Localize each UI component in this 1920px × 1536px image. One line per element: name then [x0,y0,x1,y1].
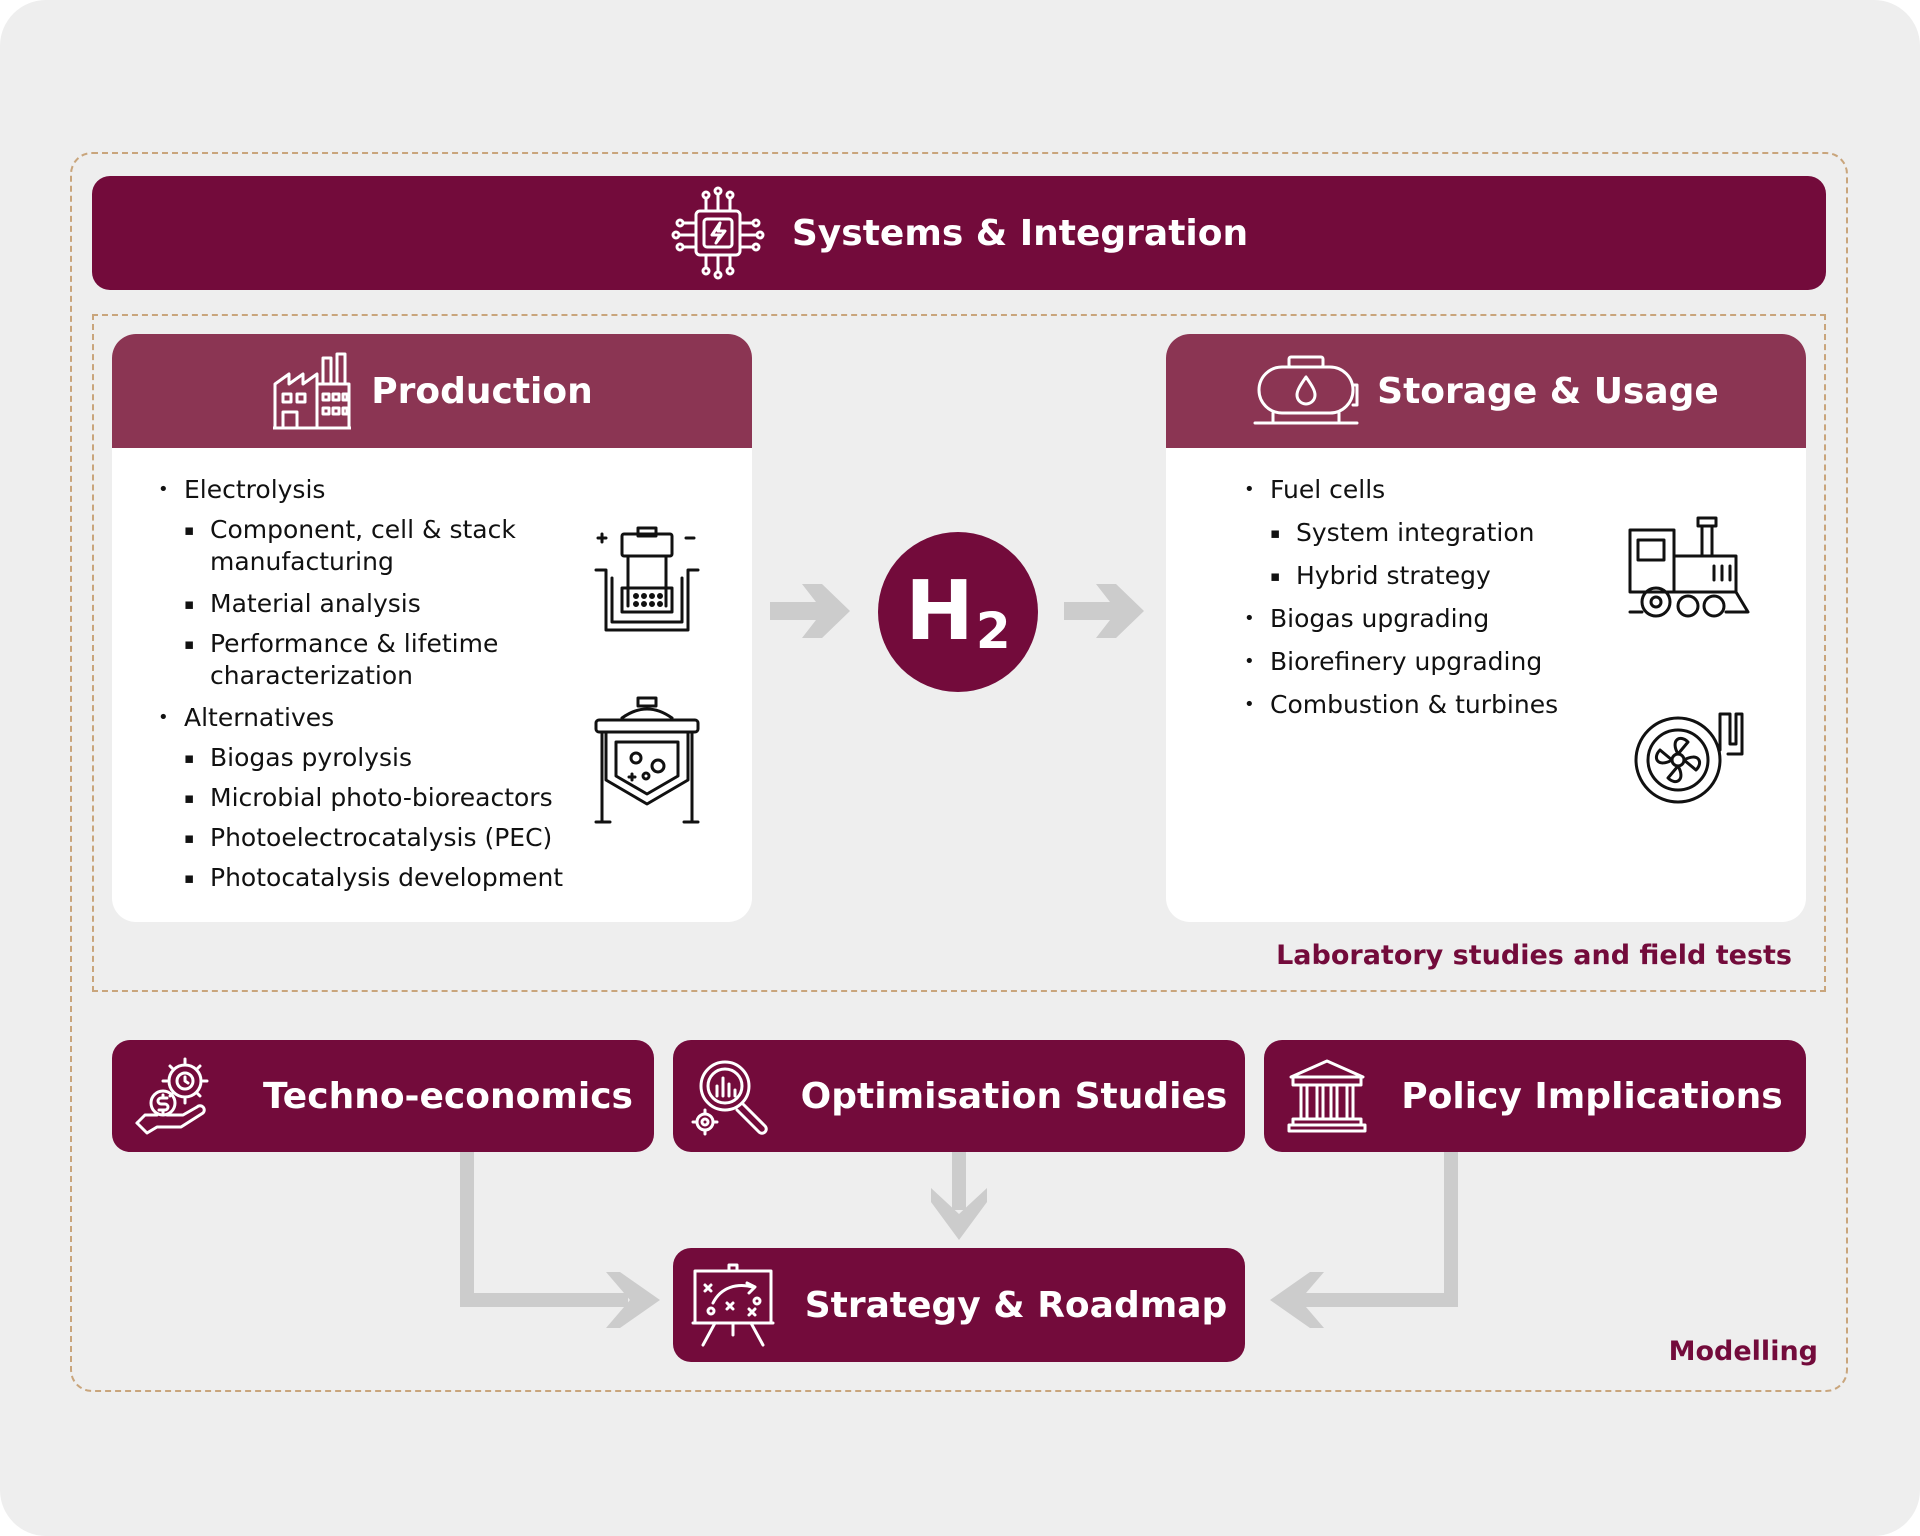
list-item: • Electrolysis [158,474,598,506]
optimisation-studies-title: Optimisation Studies [800,1075,1228,1117]
strategy-roadmap-box [673,1248,1245,1362]
list-item: ▪ Photocatalysis development [158,862,598,894]
list-item: ▪ Hybrid strategy [1244,560,1664,592]
policy-implications-title: Policy Implications [1401,1075,1783,1117]
storage-usage-title: Storage & Usage [1377,370,1719,412]
list-item: ▪ System integration [1244,517,1664,549]
chart-magnifier-icon [691,1056,771,1136]
government-building-icon [1287,1059,1367,1133]
optimisation-studies-box [673,1040,1245,1152]
strategy-roadmap-title: Strategy & Roadmap [804,1284,1228,1326]
systems-integration-title: Systems & Integration [791,212,1249,254]
production-title: Production [371,370,593,412]
list-item: • Biogas upgrading [1244,603,1664,635]
list-item: • Biorefinery upgrading [1244,646,1664,678]
strategy-board-icon [691,1263,775,1347]
techno-economics-title: Techno-economics [263,1075,633,1117]
hydrogen-subscript: 2 [975,602,1011,660]
list-item: • Fuel cells [1244,474,1664,506]
lab-studies-label: Laboratory studies and field tests [1276,940,1792,971]
policy-implications-box [1264,1040,1806,1152]
list-item: • Alternatives [158,702,598,734]
techno-economics-box [112,1040,654,1152]
list-item: ▪ Performance & lifetime characterization [158,628,598,692]
list-item: ▪ Biogas pyrolysis [158,742,598,774]
list-item: ▪ Microbial photo-bioreactors [158,782,598,814]
hydrogen-symbol: H [905,564,974,659]
modelling-label: Modelling [1668,1336,1818,1367]
list-item: ▪ Component, cell & stack manufacturing [158,514,598,578]
list-item: ▪ Material analysis [158,588,598,620]
list-item: ▪ Photoelectrocatalysis (PEC) [158,822,598,854]
money-gear-hand-icon [133,1053,219,1139]
list-item: • Combustion & turbines [1244,689,1664,721]
